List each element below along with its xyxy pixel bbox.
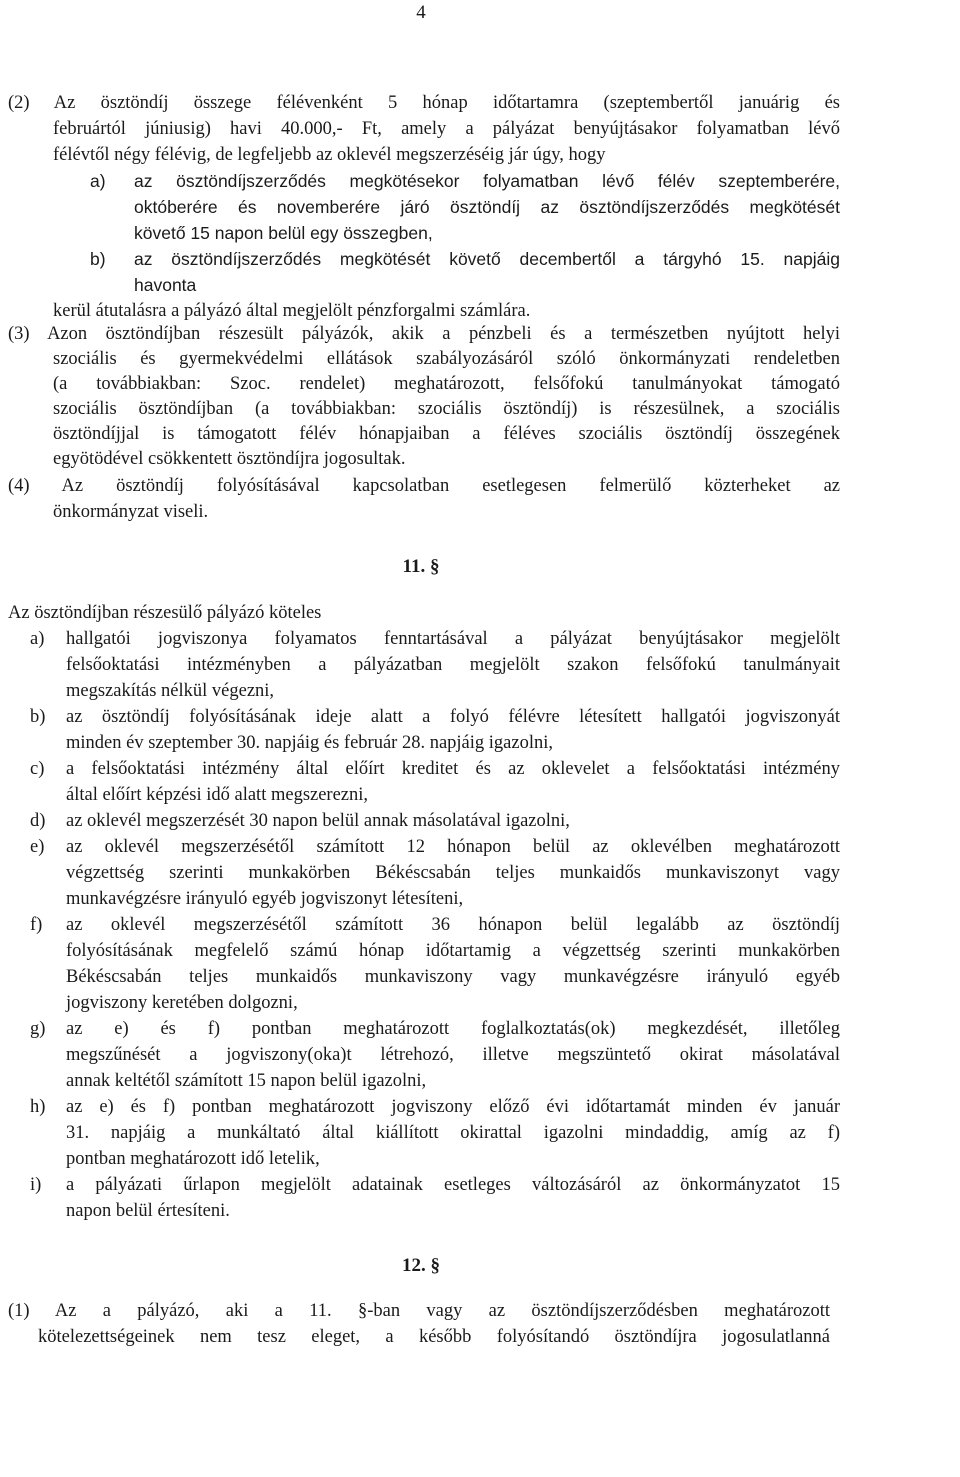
text-line: (1) Az a pályázó, aki a 11. §-ban vagy az ösztöndíjszerződésben meghatározott: [8, 1301, 830, 1321]
text-line: szociális ösztöndíjban (a továbbiakban: szociális ösztöndíj) is részesülnek, a szociális: [53, 399, 840, 419]
text-line: napon belül értesíteni.: [66, 1201, 230, 1221]
text-line: minden év szeptember 30. napjáig és február 28. napjáig igazolni,: [66, 733, 553, 753]
text-line: az ösztöndíjszerződés megkötésekor folyamatban lévő félév szeptemberére,: [134, 171, 840, 191]
list-label: i): [30, 1175, 42, 1195]
text-line: jogviszony keretében dolgozni,: [66, 993, 298, 1013]
text-line: havonta: [134, 275, 197, 295]
list-label: f): [30, 915, 43, 935]
text-line: Békéscsabán teljes munkaidős munkaviszony vagy munkavégzésre irányuló egyéb: [66, 967, 840, 987]
list-label: h): [30, 1097, 46, 1117]
text-line: félévtől négy félévig, de legfeljebb az oklevél megszerzéséig jár úgy, hogy: [53, 145, 606, 165]
text-line: pontban meghatározott idő letelik,: [66, 1149, 320, 1169]
list-label: a): [30, 629, 45, 649]
text-line: kerül átutalásra a pályázó által megjelölt pénzforgalmi számlára.: [53, 301, 531, 321]
text-line: az ösztöndíjszerződés megkötését követő decembertől a tárgyhó 15. napjáig: [134, 249, 840, 269]
text-line: végzettség szerinti munkakörben Békéscsabán teljes munkaidős munkaviszonyt vagy: [66, 863, 840, 883]
text-line: kötelezettségeinek nem tesz eleget, a később folyósítandó ösztöndíjra jogosulatlanná: [38, 1327, 830, 1347]
page-number: 4: [416, 2, 426, 23]
text-line: az ösztöndíj folyósításának ideje alatt a folyó félévre létesített hallgatói jogviszonyát: [66, 707, 840, 727]
text-line: követő 15 napon belül egy összegben,: [134, 223, 433, 243]
text-line: (2) Az ösztöndíj összege félévenként 5 hónap időtartamra (szeptembertől januárig és: [8, 93, 840, 113]
text-line: megszakítás nélkül végezni,: [66, 681, 275, 701]
section-heading: 11. §: [402, 556, 440, 577]
text-line: hallgatói jogviszonya folyamatos fenntartásával a pályázat benyújtásakor megjelölt: [66, 629, 840, 649]
text-line: a pályázati űrlapon megjelölt adatainak esetleges változásáról az önkormányzatot 15: [66, 1175, 840, 1195]
text-line: annak keltétől számított 15 napon belül igazolni,: [66, 1071, 427, 1091]
text-line: 31. napjáig a munkáltató által kiállított okirattal igazolni mindaddig, amíg az f): [66, 1123, 840, 1143]
text-line: egyötödével csökkentett ösztöndíjra jogosultak.: [53, 449, 406, 469]
text-line: munkavégzésre irányuló egyéb jogviszonyt létesíteni,: [66, 889, 464, 909]
text-line: (3) Azon ösztöndíjban részesült pályázók, akik a pénzbeli és a természetben nyújtott helyi: [8, 324, 840, 344]
list-label: b): [30, 707, 46, 727]
section-heading: 12. §: [402, 1255, 440, 1276]
text-line: a felsőoktatási intézmény által előírt kreditet és az oklevelet a felsőoktatási intézmény: [66, 759, 840, 779]
list-label: e): [30, 837, 45, 857]
text-line: megszűnését a jogviszony(oka)t létrehozó, illetve megszüntető okirat másolatával: [66, 1045, 840, 1065]
list-label: a): [90, 171, 106, 191]
text-line: az oklevél megszerzésétől számított 36 hónapon belül legalább az ösztöndíj: [66, 915, 840, 935]
list-label: b): [90, 249, 106, 269]
text-line: az oklevél megszerzésétől számított 12 hónapon belül az oklevélben meghatározott: [66, 837, 840, 857]
text-line: ösztöndíjjal is támogatott félév hónapjaiban a féléves szociális ösztöndíj összegének: [53, 424, 840, 444]
list-label: d): [30, 811, 46, 831]
text-line: az oklevél megszerzését 30 napon belül annak másolatával igazolni,: [66, 811, 570, 831]
text-line: az e) és f) pontban meghatározott jogviszony előző évi időtartamát minden év január: [66, 1097, 840, 1117]
text-line: folyósításának megfelelő számú hónap időtartamig a végzettség szerinti munkakörben: [66, 941, 840, 961]
text-line: februártól júniusig) havi 40.000,- Ft, amely a pályázat benyújtásakor folyamatban lévő: [53, 119, 840, 139]
text-line: októberére és novemberére járó ösztöndíj az ösztöndíjszerződés megkötését: [134, 197, 840, 217]
text-line: (4) Az ösztöndíj folyósításával kapcsolatban esetlegesen felmerülő közterheket az: [8, 476, 840, 496]
text-line: szociális és gyermekvédelmi ellátások szabályozásáról szóló önkormányzati rendeletben: [53, 349, 840, 369]
list-label: c): [30, 759, 45, 779]
text-line: által előírt képzési idő alatt megszerezni,: [66, 785, 369, 805]
text-line: önkormányzat viseli.: [53, 502, 209, 522]
text-line: felsőoktatási intézményben a pályázatban megjelölt szakon felsőfokú tanulmányait: [66, 655, 840, 675]
list-label: g): [30, 1019, 46, 1039]
section-intro: Az ösztöndíjban részesülő pályázó köteles: [8, 603, 322, 623]
text-line: az e) és f) pontban meghatározott foglalkoztatás(ok) megkezdését, illetőleg: [66, 1019, 840, 1039]
text-line: (a továbbiakban: Szoc. rendelet) meghatározott, felsőfokú tanulmányokat támogató: [53, 374, 840, 394]
